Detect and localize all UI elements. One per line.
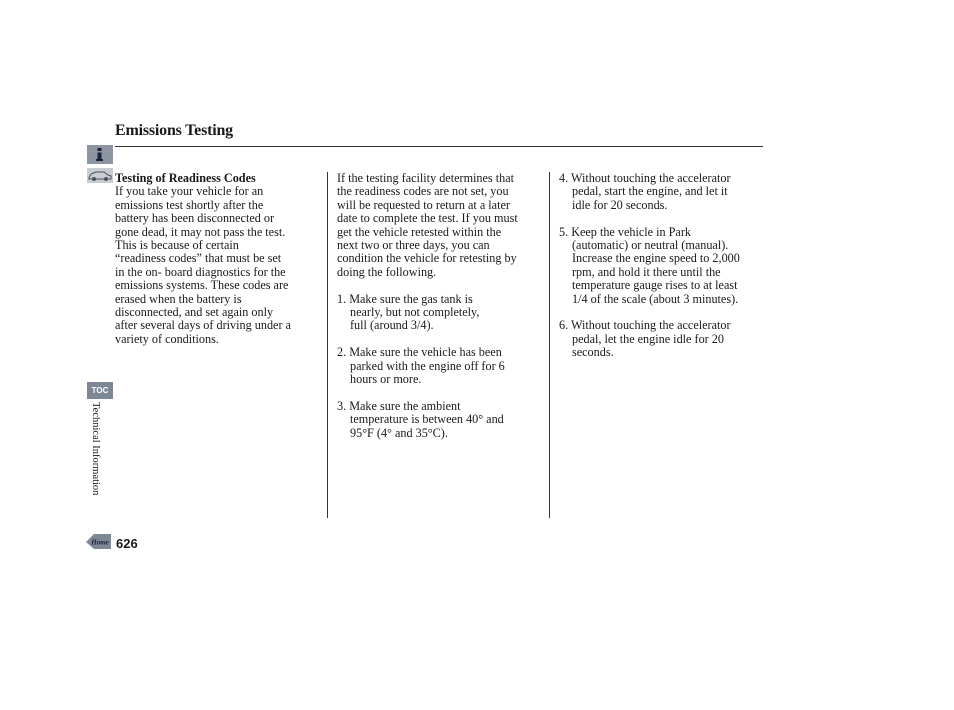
home-icon[interactable] [85,533,113,550]
intro-paragraph: If the testing facility determines that the readiness codes are not set, you will be requested to return at a later date to complete the test. If you must get the vehicle retested within the next two or three days, you can condition the vehicle for retesting by doing the following. [337,171,518,279]
toc-button[interactable]: TOC [87,382,113,399]
body-paragraph: If you take your vehicle for an emissions test shortly after the battery has been disconnected or gone dead, it may not pass the test. This is because of certain “readiness codes” that must be set in the on- board diagnostics for the emissions systems. These codes are erased when the battery is disconnected, and set again only after several days of driving under a variety of conditions. [115,184,291,346]
step-3: 3. Make sure the ambient temperature is between 40° and 95°F (4° and 35°C). [337,398,504,440]
column-2 [337,172,545,440]
column-divider [549,172,550,518]
info-icon[interactable] [87,145,113,164]
title-rule [115,146,763,147]
column-1 [115,172,320,346]
step-6: 6. Without touching the accelerator pedal, let the engine idle for 20 seconds. [559,318,731,360]
step-2: 2. Make sure the vehicle has been parked with the engine off for 6 hours or more. [337,345,505,387]
svg-text:Home: Home [91,538,109,547]
column-3 [559,172,765,360]
step-4: 4. Without touching the accelerator pedal, start the engine, and let it idle for 20 seconds. [559,171,731,212]
page-number: 626 [116,536,138,551]
subheading: Testing of Readiness Codes [115,171,256,185]
page-title: Emissions Testing [115,122,233,139]
section-label: Technical Information [90,402,101,496]
car-icon[interactable] [87,168,113,183]
step-5: 5. Keep the vehicle in Park (automatic) or neutral (manual). Increase the engine speed to 2,000 rpm, and hold it there until the temperature gauge rises to at least 1/4 of the scale (about 3 minutes). [559,224,740,306]
column-divider [327,172,328,518]
step-1: 1. Make sure the gas tank is nearly, but not completely, full (around 3/4). [337,291,480,333]
